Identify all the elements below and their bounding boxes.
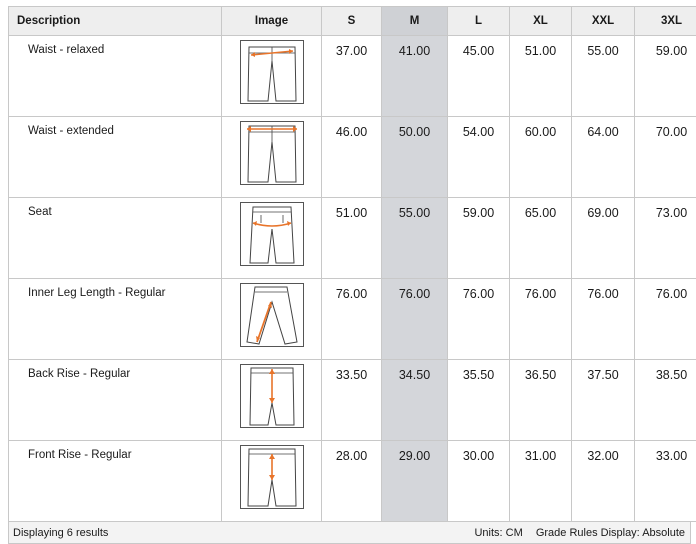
row-description: Back Rise - Regular <box>9 360 222 441</box>
pants-inner-leg-icon[interactable] <box>240 283 304 347</box>
results-count: Displaying 6 results <box>13 527 108 539</box>
header-size-s[interactable]: S <box>322 7 382 36</box>
value-3xl: 38.50 <box>635 360 696 441</box>
header-size-3xl[interactable]: 3XL <box>635 7 696 36</box>
size-chart-table <box>8 6 696 522</box>
value-m: 50.00 <box>382 117 448 198</box>
header-size-xxl[interactable]: XXL <box>572 7 635 36</box>
value-m: 76.00 <box>382 279 448 360</box>
value-m: 29.00 <box>382 441 448 522</box>
value-l: 59.00 <box>448 198 510 279</box>
value-xxl: 32.00 <box>572 441 635 522</box>
row-description: Seat <box>9 198 222 279</box>
header-image[interactable]: Image <box>222 7 322 36</box>
value-l: 76.00 <box>448 279 510 360</box>
value-s: 76.00 <box>322 279 382 360</box>
value-s: 37.00 <box>322 36 382 117</box>
value-m: 41.00 <box>382 36 448 117</box>
value-s: 51.00 <box>322 198 382 279</box>
row-description: Waist - relaxed <box>9 36 222 117</box>
table-row <box>9 36 696 117</box>
value-l: 54.00 <box>448 117 510 198</box>
value-xl: 76.00 <box>510 279 572 360</box>
size-chart <box>8 6 696 544</box>
value-xxl: 37.50 <box>572 360 635 441</box>
table-footer <box>8 522 691 544</box>
value-l: 45.00 <box>448 36 510 117</box>
table-row <box>9 360 696 441</box>
header-size-xl[interactable]: XL <box>510 7 572 36</box>
table-row <box>9 441 696 522</box>
value-s: 33.50 <box>322 360 382 441</box>
value-s: 28.00 <box>322 441 382 522</box>
value-xl: 36.50 <box>510 360 572 441</box>
value-xl: 51.00 <box>510 36 572 117</box>
value-m: 55.00 <box>382 198 448 279</box>
value-xl: 31.00 <box>510 441 572 522</box>
value-xl: 60.00 <box>510 117 572 198</box>
row-description: Waist - extended <box>9 117 222 198</box>
header-description[interactable]: Description <box>9 7 222 36</box>
table-row <box>9 117 696 198</box>
row-description: Front Rise - Regular <box>9 441 222 522</box>
table-row <box>9 198 696 279</box>
table-row <box>9 279 696 360</box>
value-3xl: 59.00 <box>635 36 696 117</box>
pants-waist-extended-icon[interactable] <box>240 121 304 185</box>
value-3xl: 70.00 <box>635 117 696 198</box>
header-size-m[interactable]: M <box>382 7 448 36</box>
value-3xl: 33.00 <box>635 441 696 522</box>
value-xxl: 64.00 <box>572 117 635 198</box>
units-label: Units: CM <box>474 527 522 539</box>
value-m: 34.50 <box>382 360 448 441</box>
header-row <box>9 7 696 36</box>
value-3xl: 76.00 <box>635 279 696 360</box>
pants-seat-icon[interactable] <box>240 202 304 266</box>
row-description: Inner Leg Length - Regular <box>9 279 222 360</box>
value-l: 35.50 <box>448 360 510 441</box>
value-xl: 65.00 <box>510 198 572 279</box>
value-l: 30.00 <box>448 441 510 522</box>
pants-front-rise-icon[interactable] <box>240 445 304 509</box>
pants-waist-relaxed-icon[interactable] <box>240 40 304 104</box>
value-xxl: 76.00 <box>572 279 635 360</box>
pants-back-rise-icon[interactable] <box>240 364 304 428</box>
value-s: 46.00 <box>322 117 382 198</box>
header-size-l[interactable]: L <box>448 7 510 36</box>
grade-rules-label: Grade Rules Display: Absolute <box>536 527 685 539</box>
value-xxl: 69.00 <box>572 198 635 279</box>
value-3xl: 73.00 <box>635 198 696 279</box>
value-xxl: 55.00 <box>572 36 635 117</box>
